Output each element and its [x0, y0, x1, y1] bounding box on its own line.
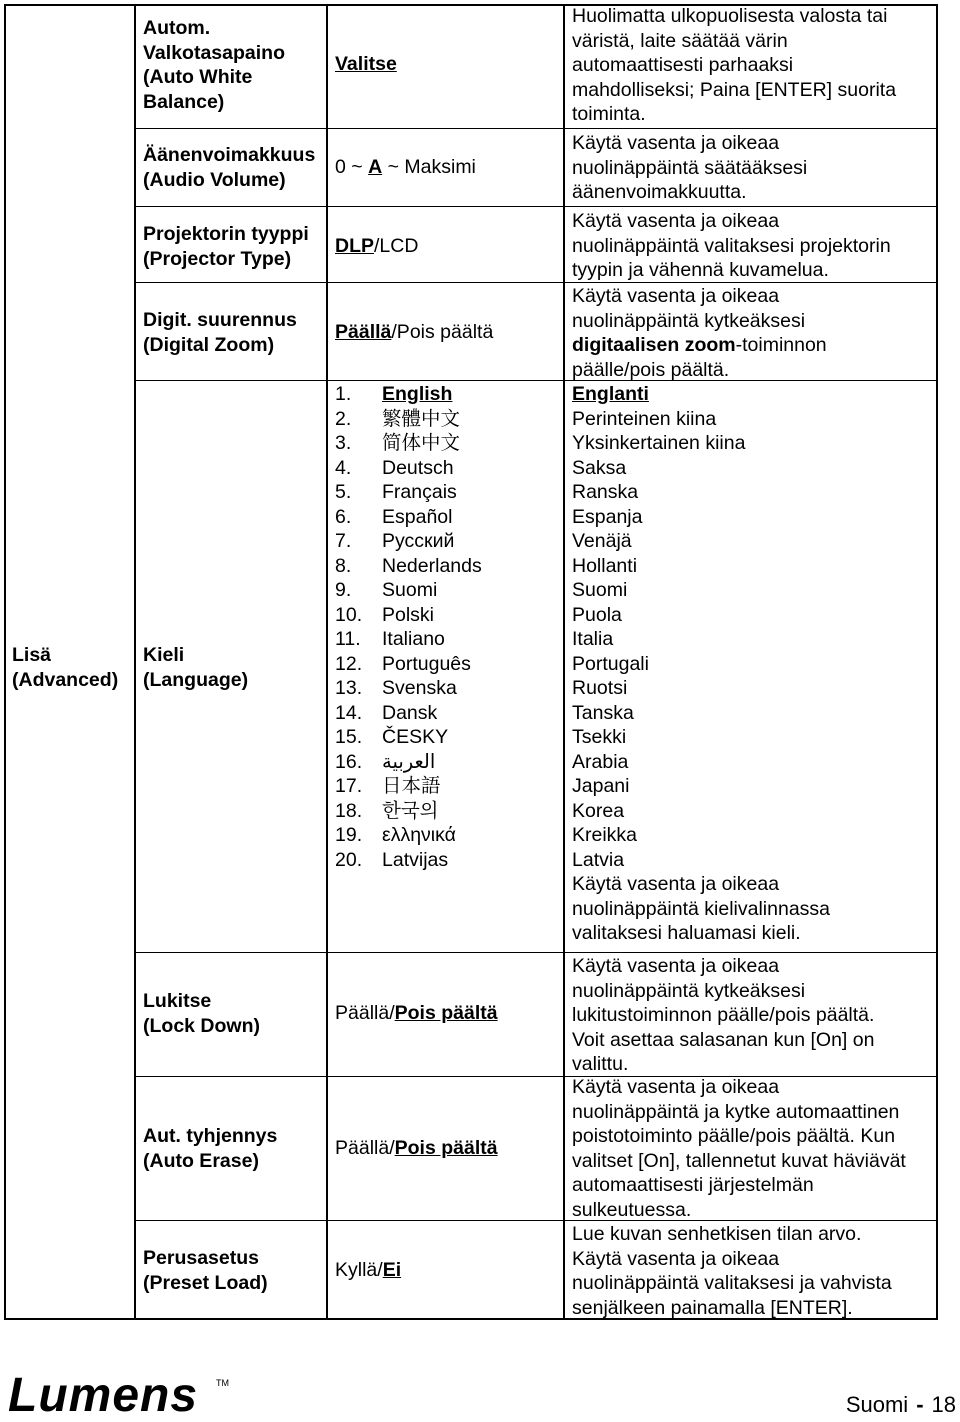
language-number: 10. — [335, 603, 363, 626]
option-paalla: Päällä — [335, 321, 392, 343]
language-native-name: Русский — [382, 530, 455, 552]
setting-desc-projector-type: Käytä vasenta ja oikeaa nuolinäppäintä valitaksesi projektorin tyypin ja vähennä kuvamelua. — [572, 210, 891, 281]
setting-desc-auto-white-balance: Huolimatta ulkopuolisesta valosta tai väristä, laite säätää värin automaattisesti parhaaksi mahdolliseksi; Paina [ENTER] suorita toiminta. — [572, 5, 897, 125]
language-native-name: English — [382, 383, 453, 405]
page-number: 18 — [931, 1392, 956, 1417]
option-valitse: Valitse — [335, 53, 397, 75]
language-option — [335, 407, 556, 432]
language-finnish-name: Latvia — [572, 848, 625, 871]
language-option-list — [328, 382, 563, 872]
language-native-name: Dansk — [382, 701, 438, 724]
row-divider — [134, 128, 938, 129]
setting-desc-preset-load: Lue kuvan senhetkisen tilan arvo. Käytä vasenta ja oikeaa nuolinäppäintä valitaksesi ja vahvista senjälkeen painamalla [ENTER]. — [572, 1223, 892, 1319]
language-finnish-name: Puola — [572, 603, 622, 626]
language-native-name: Nederlands — [382, 554, 482, 577]
language-native-name: 日本語 — [382, 775, 441, 797]
language-native-name: ελληνικά — [382, 824, 456, 846]
language-native-name: العربية — [382, 750, 436, 773]
language-option — [335, 431, 556, 456]
setting-name-auto-erase: Aut. tyhjennys (Auto Erase) — [143, 1125, 278, 1172]
language-finnish-name: Italia — [572, 628, 614, 650]
language-finnish-name: Ranska — [572, 481, 639, 503]
setting-name-projector-type: Projektorin tyyppi (Projector Type) — [143, 223, 309, 270]
language-number: 16. — [335, 750, 363, 773]
language-native-name: Deutsch — [382, 456, 454, 479]
language-number: 11. — [335, 628, 361, 650]
option-default-a: A — [368, 156, 383, 178]
language-option — [335, 382, 556, 407]
language-number: 7. — [335, 530, 352, 552]
language-number: 4. — [335, 456, 352, 479]
lumens-logo: Lumens — [8, 1369, 199, 1422]
language-option — [335, 652, 556, 677]
setting-option-projector-type: DLP/LCD — [335, 235, 419, 257]
setting-option-preset-load: Kyllä/Ei — [335, 1259, 402, 1281]
language-native-name: Português — [382, 652, 471, 675]
language-number: 17. — [335, 775, 363, 797]
language-option — [335, 505, 556, 530]
language-option — [335, 750, 556, 775]
category-label: Lisä — [12, 644, 52, 666]
language-finnish-name: Englanti — [572, 383, 649, 405]
language-native-name: ČESKY — [382, 726, 449, 748]
option-dlp: DLP — [335, 235, 374, 257]
language-native-name: Svenska — [382, 677, 457, 699]
setting-name-digital-zoom: Digit. suurennus (Digital Zoom) — [143, 309, 297, 356]
language-option — [335, 603, 556, 628]
language-finnish-name: Portugali — [572, 652, 649, 675]
language-option — [335, 676, 556, 701]
language-number: 6. — [335, 505, 352, 528]
language-finnish-name: Ruotsi — [572, 677, 628, 699]
language-finnish-name: Yksinkertainen kiina — [572, 432, 746, 454]
setting-desc-lock-down: Käytä vasenta ja oikeaa nuolinäppäintä kytkeäksesi lukitustoiminnon päälle/pois päältä. Voit asettaa salasanan kun [On] on valittu. — [572, 955, 875, 1075]
language-number: 14. — [335, 701, 363, 724]
language-desc-line: nuolinäppäintä kielivalinnassa — [572, 897, 831, 920]
language-finnish-name: Tanska — [572, 701, 634, 724]
language-finnish-name: Tsekki — [572, 726, 627, 748]
language-option — [335, 799, 556, 824]
setting-name-language: Kieli (Language) — [143, 644, 249, 691]
language-finnish-name: Saksa — [572, 456, 627, 479]
language-native-name: Polski — [382, 603, 435, 626]
language-number: 13. — [335, 677, 363, 699]
language-native-name: Suomi — [382, 579, 438, 601]
table-border-right — [936, 4, 938, 1320]
language-native-name: Latvijas — [382, 848, 449, 871]
language-option — [335, 529, 556, 554]
setting-option-auto-white-balance — [328, 52, 563, 77]
setting-desc-auto-erase: Käytä vasenta ja oikeaa nuolinäppäintä ja kytke automaattinen poistotoiminto päälle/pois päältä. Kun valitset [On], tallennetut kuvat häviävät automaattisesti järjestelmän sulkeutuessa. — [572, 1076, 906, 1221]
language-number: 15. — [335, 726, 363, 748]
setting-desc-language — [565, 382, 936, 946]
language-finnish-name: Kreikka — [572, 824, 638, 846]
language-desc-line: Käytä vasenta ja oikeaa — [572, 873, 780, 895]
language-native-name: 繁體中文 — [382, 407, 461, 430]
language-finnish-name: Venäjä — [572, 530, 632, 552]
trademark-mark: TM — [216, 1378, 229, 1388]
language-finnish-name: Espanja — [572, 505, 643, 528]
language-finnish-name: Arabia — [572, 750, 629, 773]
language-number: 3. — [335, 432, 352, 454]
page-footer — [846, 1393, 956, 1417]
language-option — [335, 701, 556, 726]
language-native-name: Español — [382, 505, 453, 528]
setting-option-auto-erase: Päällä/Pois päältä — [335, 1137, 498, 1159]
category-cell — [6, 643, 134, 692]
setting-name-preset-load: Perusasetus (Preset Load) — [143, 1247, 268, 1294]
row-divider — [134, 952, 938, 953]
setting-desc-audio-volume: Käytä vasenta ja oikeaa nuolinäppäintä säätääksesi äänenvoimakkuutta. — [572, 132, 808, 203]
language-native-name: 简体中文 — [382, 432, 461, 454]
language-native-name: 한국의 — [382, 799, 439, 822]
language-option — [335, 725, 556, 750]
language-finnish-name: Hollanti — [572, 554, 638, 577]
language-desc-line: valitaksesi haluamasi kieli. — [572, 922, 801, 944]
setting-desc-digital-zoom: Käytä vasenta ja oikeaa nuolinäppäintä kytkeäksesi digitaalisen zoom-toiminnon päälle/pois päältä. — [572, 285, 827, 381]
language-option — [335, 774, 556, 799]
setting-name-lock-down: Lukitse (Lock Down) — [143, 990, 260, 1037]
language-number: 8. — [335, 554, 352, 577]
language-finnish-name: Perinteinen kiina — [572, 407, 717, 430]
language-option — [335, 848, 556, 873]
setting-option-lock-down: Päällä/Pois päältä — [335, 1002, 498, 1024]
language-finnish-name: Suomi — [572, 579, 628, 601]
category-label-en: (Advanced) — [12, 668, 119, 691]
language-number: 12. — [335, 652, 363, 675]
option-ei: Ei — [382, 1259, 402, 1281]
language-native-name: Italiano — [382, 628, 445, 650]
language-native-name: Français — [382, 481, 457, 503]
language-option — [335, 627, 556, 652]
footer-separator: - — [916, 1392, 924, 1417]
language-finnish-name: Japani — [572, 775, 630, 797]
option-pois-paalta: Pois päältä — [394, 1137, 498, 1159]
language-option — [335, 480, 556, 505]
language-number: 20. — [335, 848, 363, 871]
setting-option-digital-zoom: Päällä/Pois päältä — [335, 321, 494, 343]
setting-name-audio-volume: Äänenvoimakkuus (Audio Volume) — [143, 144, 316, 191]
language-finnish-name: Korea — [572, 799, 625, 822]
language-option — [335, 578, 556, 603]
language-option — [335, 456, 556, 481]
language-number: 9. — [335, 579, 352, 601]
language-option — [335, 823, 556, 848]
language-number: 19. — [335, 824, 363, 846]
setting-name-auto-white-balance: Autom. Valkotasapaino (Auto White Balance) — [143, 17, 285, 113]
row-divider — [134, 206, 938, 207]
footer-language: Suomi — [845, 1392, 909, 1417]
language-number: 2. — [335, 407, 352, 430]
option-pois-paalta: Pois päältä — [394, 1002, 498, 1024]
setting-option-audio-volume: 0 ~ A ~ Maksimi — [335, 156, 476, 178]
language-number: 1. — [335, 383, 352, 405]
language-number: 18. — [335, 799, 363, 822]
language-option — [335, 554, 556, 579]
language-number: 5. — [335, 481, 352, 503]
